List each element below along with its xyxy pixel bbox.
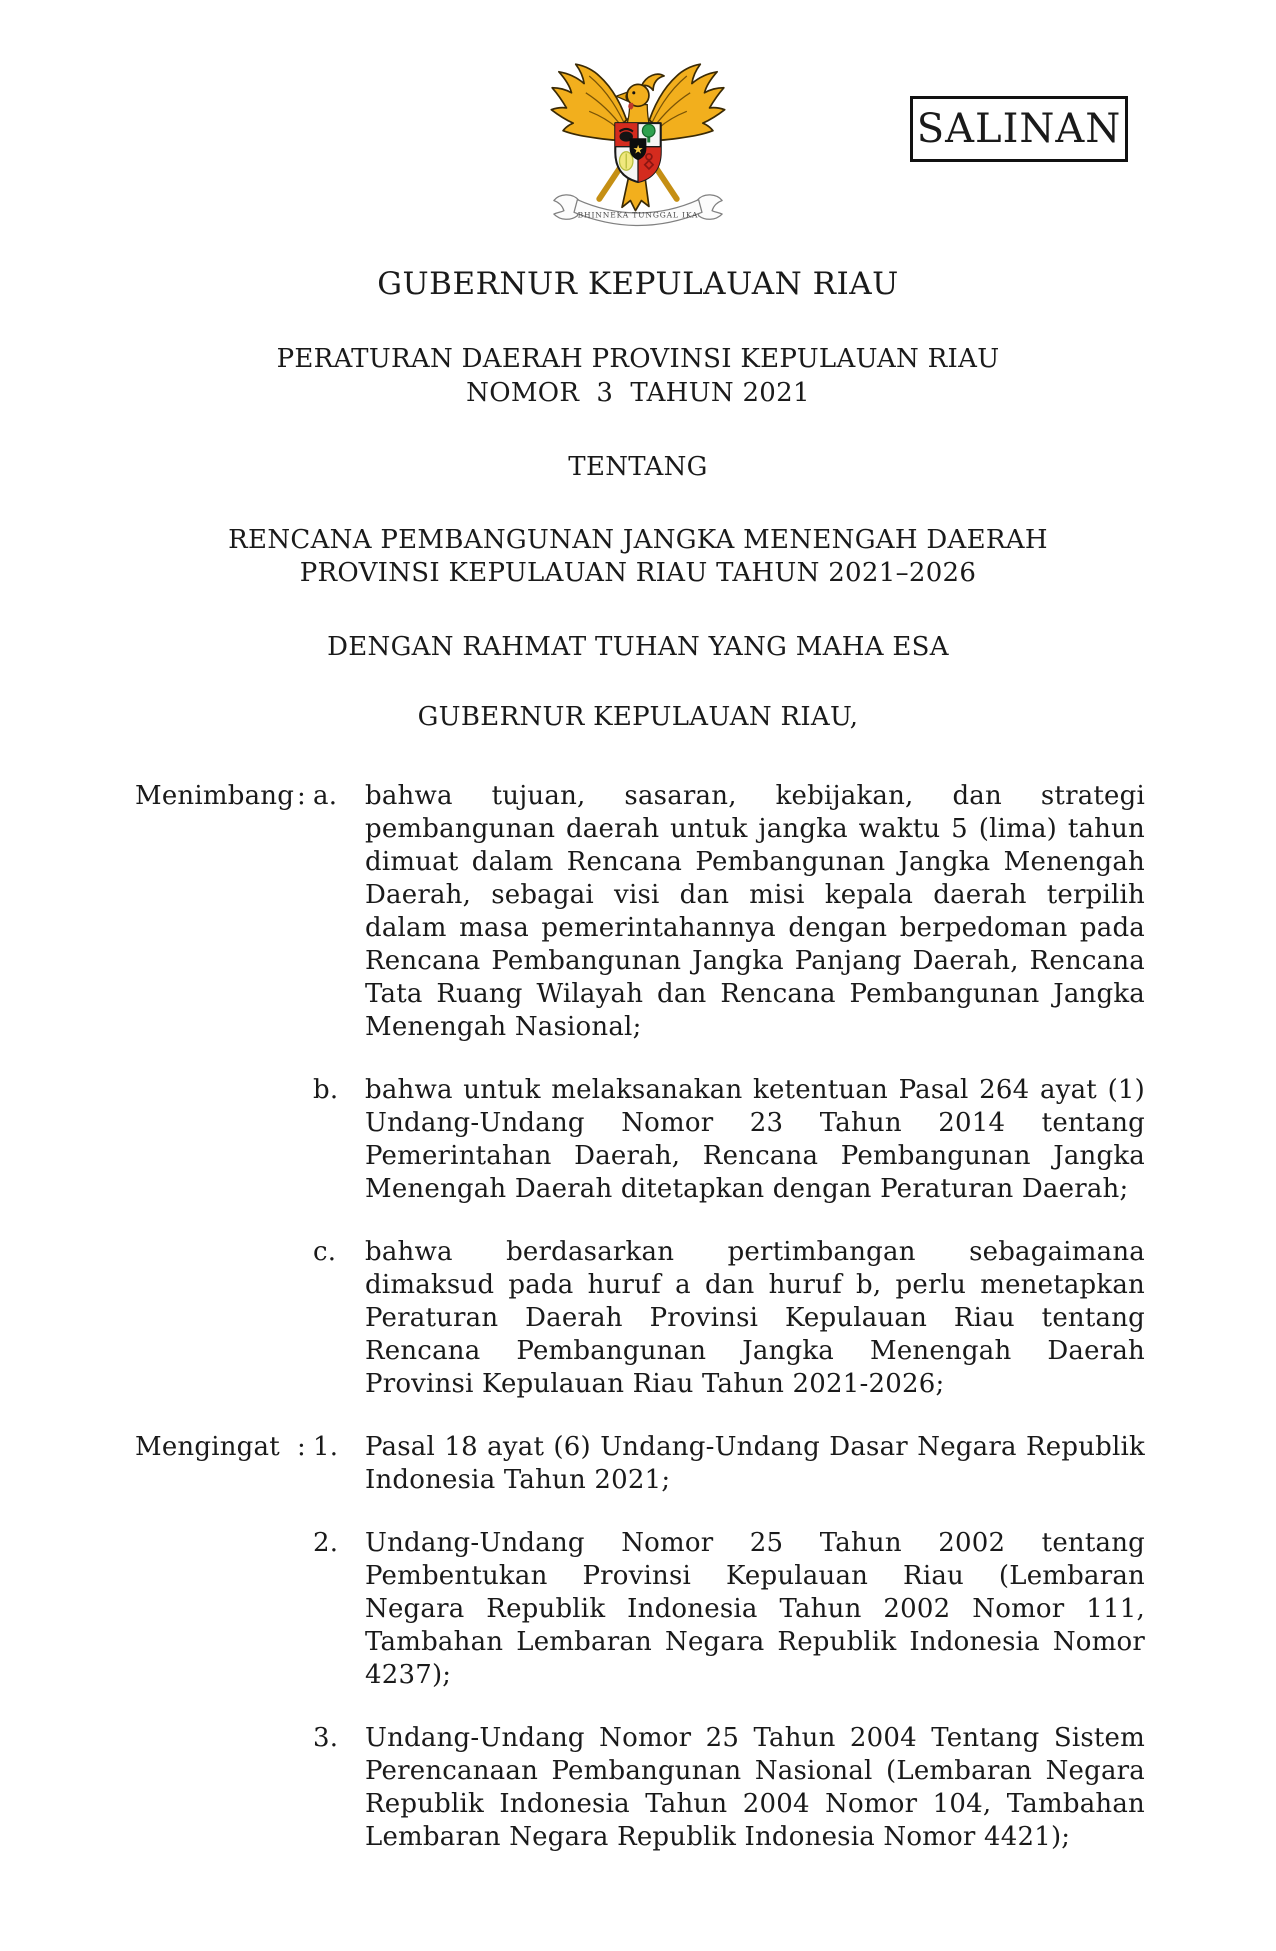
item-text: Undang-Undang Nomor 25 Tahun 2002 tentang Pembentukan Provinsi Kepulauan Riau (Lembaran Negara Republik Indonesia Tahun 2002 Nomor 111, Tambahan Lembaran Negara Republik Indonesia Nomor 4237);	[365, 1528, 1145, 1690]
consideration-item	[135, 1074, 1276, 1206]
salinan-stamp: SALINAN	[910, 96, 1128, 162]
motto-text: BHINNEKA TUNGGAL IKA	[577, 210, 699, 220]
legal-basis-item	[135, 1722, 1276, 1854]
page-title: GUBERNUR KEPULAUAN RIAU	[377, 266, 899, 302]
garuda-pancasila-emblem	[545, 44, 731, 246]
considerations-label: Menimbang	[135, 781, 295, 811]
item-text: bahwa tujuan, sasaran, kebijakan, dan strategi pembangunan daerah untuk jangka waktu 5 (lima) tahun dimuat dalam Rencana Pembangunan Jangka Menengah Daerah, sebagai visi dan misi kepala daerah terpilih dalam masa pemerintahannya dengan berpedoman pada Rencana Pembangunan Jangka Panjang Daerah, Rencana Tata Ruang Wilayah dan Rencana Pembangunan Jangka Menengah Nasional;	[365, 781, 1145, 1042]
doc-subject	[0, 524, 1276, 590]
item-text: bahwa berdasarkan pertimbangan sebagaimana dimaksud pada huruf a dan huruf b, perlu menetapkan Peraturan Daerah Provinsi Kepulauan Riau tentang Rencana Pembangunan Jangka Menengah Daerah Provinsi Kepulauan Riau Tahun 2021-2026;	[365, 1237, 1145, 1399]
subject-line1: RENCANA PEMBANGUNAN JANGKA MENENGAH DAERAH	[228, 525, 1048, 555]
considerations-section	[135, 780, 1276, 1401]
colon-separator: :	[297, 1432, 306, 1462]
item-text: Pasal 18 ayat (6) Undang-Undang Dasar Negara Republik Indonesia Tahun 2021;	[365, 1432, 1145, 1495]
item-marker: b.	[313, 1075, 339, 1105]
about-label: TENTANG	[568, 452, 708, 482]
item-marker: 2.	[313, 1528, 339, 1558]
star-icon: ★	[632, 142, 644, 157]
item-text: bahwa untuk melaksanakan ketentuan Pasal 264 ayat (1) Undang-Undang Nomor 23 Tahun 2014 tentang Pemerintahan Daerah, Rencana Pembangunan Jangka Menengah Daerah ditetapkan dengan Peraturan Daerah;	[365, 1075, 1145, 1204]
consideration-item	[135, 1236, 1276, 1401]
invocation-line: DENGAN RAHMAT TUHAN YANG MAHA ESA	[327, 632, 949, 662]
issuer-line: GUBERNUR KEPULAUAN RIAU,	[417, 702, 859, 732]
legal-basis-section	[135, 1431, 1276, 1854]
doc-title	[0, 342, 1276, 410]
doc-number-line: NOMOR 3 TAHUN 2021	[466, 378, 810, 408]
subject-line2: PROVINSI KEPULAUAN RIAU TAHUN 2021–2026	[299, 558, 977, 588]
item-marker: a.	[313, 781, 338, 811]
doc-title-line1: PERATURAN DAERAH PROVINSI KEPULAUAN RIAU	[276, 344, 1000, 374]
garuda-pancasila-icon	[545, 44, 731, 246]
clauses-section	[135, 780, 1276, 1854]
colon-separator: :	[297, 781, 306, 811]
legal-basis-item	[135, 1431, 1276, 1497]
legal-basis-label: Mengingat	[135, 1432, 280, 1462]
consideration-item	[135, 780, 1276, 1044]
item-marker: c.	[313, 1237, 337, 1267]
pancasila-shield	[615, 123, 660, 182]
legal-basis-item	[135, 1527, 1276, 1692]
item-text: Undang-Undang Nomor 25 Tahun 2004 Tentang Sistem Perencanaan Pembangunan Nasional (Lembaran Negara Republik Indonesia Tahun 2004 Nomor 104, Tambahan Lembaran Negara Republik Indonesia Nomor 4421);	[365, 1723, 1145, 1852]
item-marker: 1.	[313, 1432, 339, 1462]
item-marker: 3.	[313, 1723, 339, 1753]
